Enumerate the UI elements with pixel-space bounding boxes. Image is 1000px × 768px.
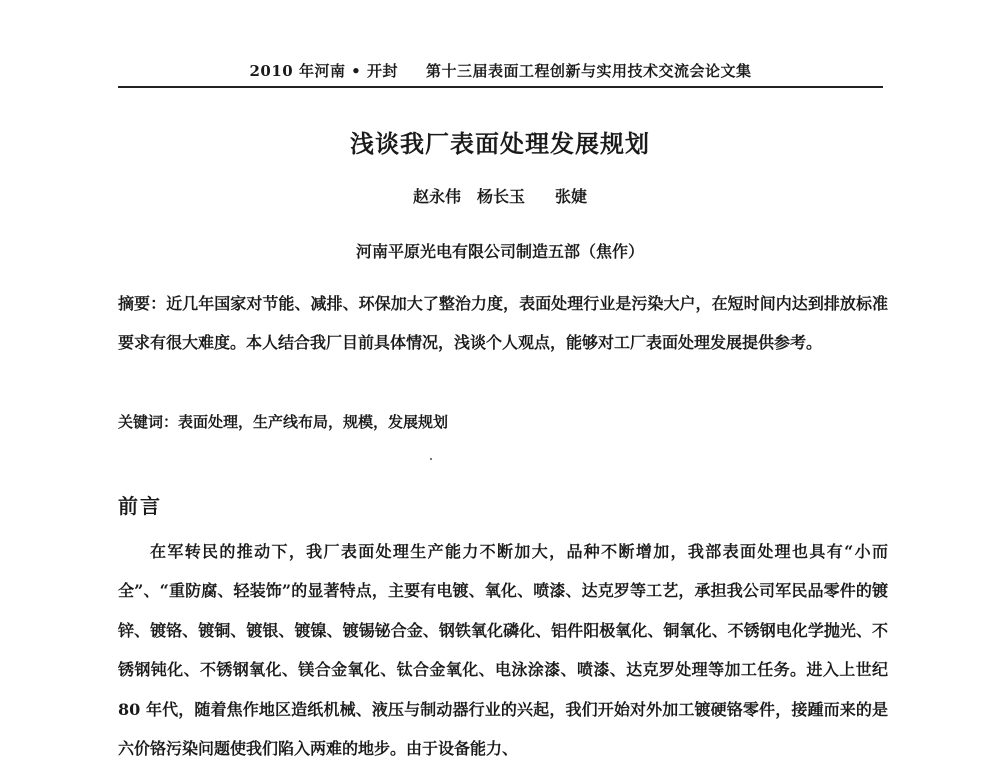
running-header — [118, 60, 883, 86]
abstract-text: 近几年国家对节能、减排、环保加大了整治力度，表面处理行业是污染大户，在短时间内达到排放标准要求有很大难度。本人结合我厂目前具体情况，浅谈个人观点，能够对工厂表面处理发展提供参考。 — [118, 294, 888, 352]
body-paragraph: 在军转民的推动下，我厂表面处理生产能力不断加大，品种不断增加，我部表面处理也具有“小而全”、“重防腐、轻装饰”的显著特点，主要有电镀、氧化、喷漆、达克罗等工艺，承担我公司军民品零件的镀锌、镀铬、镀铜、镀银、镀镍、镀锡铋合金、钢铁氧化磷化、铝件阳极氧化、铜氧化、不锈钢电化学抛光、不锈钢钝化、不锈钢氧化、镁合金氧化、钛合金氧化、电泳涂漆、喷漆、达克罗处理等加工任务。进入上世纪 80 年代，随着焦作地区造纸机械、液压与制动器行业的兴起，我们开始对外加工镀硬铬零件，接踵而来的是六价铬污染问题使我们陷入两难的地步。由于设备能力、 — [118, 542, 888, 759]
header-rule — [118, 86, 883, 88]
author-name: 张婕 — [555, 187, 588, 206]
keywords — [118, 407, 888, 437]
conference-proceedings-title: 第十三届表面工程创新与实用技术交流会论文集 — [426, 62, 752, 80]
scan-speck — [430, 458, 432, 460]
abstract-label: 摘要： — [118, 294, 167, 313]
keywords-text: 表面处理，生产线布局，规模，发展规划 — [178, 413, 449, 431]
author-list — [0, 184, 1000, 207]
conference-date-location: 2010 年河南 • 开封 — [249, 62, 398, 80]
abstract — [118, 284, 888, 362]
section-body — [118, 532, 888, 768]
author-name: 杨长玉 — [476, 187, 525, 206]
keywords-label: 关键词： — [118, 413, 179, 431]
author-name: 赵永伟 — [412, 187, 461, 206]
paper-title: 浅谈我厂表面处理发展规划 — [350, 129, 650, 158]
section-heading: 前言 — [118, 494, 162, 518]
author-affiliation: 河南平原光电有限公司制造五部（焦作） — [355, 242, 644, 261]
